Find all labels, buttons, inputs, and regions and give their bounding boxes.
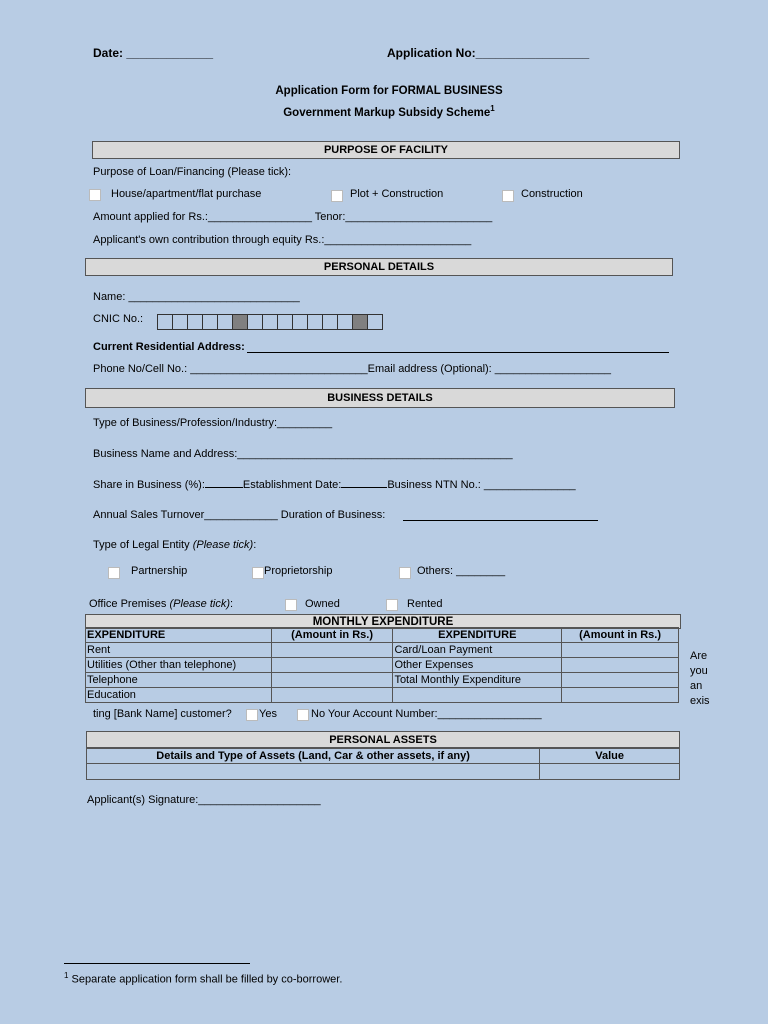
table-cell: Utilities (Other than telephone) <box>86 658 272 673</box>
table-cell: Education <box>86 688 272 703</box>
table-row <box>86 658 679 673</box>
equity-line: Applicant's own contribution through equity Rs.:________________________ <box>93 234 472 246</box>
business-type-line: Type of Business/Profession/Industry:_________ <box>93 417 333 429</box>
purpose-heading: PURPOSE OF FACILITY <box>92 141 680 159</box>
personal-heading: PERSONAL DETAILS <box>85 258 673 276</box>
house-purchase-checkbox[interactable] <box>89 189 101 201</box>
date-label: Date: _____________ <box>93 46 214 60</box>
account-number-line: No Your Account Number:_________________ <box>311 708 542 720</box>
cnic-label: CNIC No.: <box>93 313 144 325</box>
partnership-label: Partnership <box>131 565 188 577</box>
table-row <box>86 643 679 658</box>
legal-entity-prompt: Type of Legal Entity (Please tick): <box>93 539 257 551</box>
customer-prefix: ting [Bank Name] customer? <box>93 708 232 720</box>
cnic-cell[interactable] <box>292 314 308 330</box>
cnic-cell[interactable] <box>202 314 218 330</box>
side-text: Are you an exis <box>690 650 710 707</box>
cnic-cell[interactable] <box>157 314 173 330</box>
plot-construction-label: Plot + Construction <box>350 188 444 200</box>
expenditure-table <box>85 627 679 703</box>
owned-checkbox[interactable] <box>285 599 297 611</box>
cnic-cell[interactable] <box>277 314 293 330</box>
owned-label: Owned <box>305 598 340 610</box>
amount-tenor-line: Amount applied for Rs.:_________________ Tenor:________________________ <box>93 211 493 223</box>
cnic-cell[interactable] <box>262 314 278 330</box>
others-label: Others: ________ <box>417 565 506 577</box>
amount-cell[interactable] <box>562 688 679 703</box>
table-header-cell: Details and Type of Assets (Land, Car & other assets, if any) <box>87 748 540 764</box>
footnote-divider <box>64 963 250 964</box>
ntn-line: Business NTN No.: _______________ <box>387 479 576 491</box>
cnic-boxes[interactable] <box>158 314 383 330</box>
table-cell: Rent <box>86 643 272 658</box>
footnote-marker: 1 <box>490 104 495 113</box>
asset-value-cell[interactable] <box>540 764 680 780</box>
form-title-line2: Government Markup Subsidy Scheme$^1$ <box>283 104 495 119</box>
table-row <box>86 673 679 688</box>
establishment-label: Establishment Date: <box>242 479 342 491</box>
name-line: Name: ____________________________ <box>93 291 300 303</box>
customer-yes-checkbox[interactable] <box>246 709 258 721</box>
premises-prompt: Office Premises (Please tick): <box>89 598 234 610</box>
amount-cell[interactable] <box>271 658 393 673</box>
table-cell: Card/Loan Payment <box>393 643 562 658</box>
table-cell: Total Monthly Expenditure <box>393 673 562 688</box>
expenditure-heading: MONTHLY EXPENDITURE <box>85 614 681 629</box>
table-cell: Telephone <box>86 673 272 688</box>
address-label: Current Residential Address: <box>93 341 245 353</box>
table-header-cell: EXPENDITURE <box>86 628 272 643</box>
construction-label: Construction <box>521 188 583 200</box>
cnic-cell[interactable] <box>322 314 338 330</box>
cnic-separator-cell <box>352 314 368 330</box>
construction-checkbox[interactable] <box>502 190 514 202</box>
business-name-line: Business Name and Address:_____________________________________________ <box>93 448 513 460</box>
cnic-cell[interactable] <box>172 314 188 330</box>
share-label: Share in Business (%): <box>93 479 205 491</box>
cnic-cell[interactable] <box>307 314 323 330</box>
table-header-cell: (Amount in Rs.) <box>271 628 393 643</box>
table-cell: Other Expenses <box>393 658 562 673</box>
share-line <box>93 479 576 491</box>
turnover-line: Annual Sales Turnover____________ Duration of Business: <box>93 509 386 521</box>
amount-cell[interactable] <box>562 658 679 673</box>
table-header-cell: Value <box>540 748 680 764</box>
cnic-cell[interactable] <box>187 314 203 330</box>
customer-no-checkbox[interactable] <box>297 709 309 721</box>
footnote-text: $^1$ Separate application form shall be filled by co-borrower. <box>64 971 343 986</box>
amount-cell[interactable] <box>562 673 679 688</box>
table-header-row <box>86 628 679 643</box>
cnic-separator-cell <box>232 314 248 330</box>
rented-checkbox[interactable] <box>386 599 398 611</box>
table-row <box>86 688 679 703</box>
purpose-prompt: Purpose of Loan/Financing (Please tick): <box>93 166 292 178</box>
address-underline[interactable] <box>247 352 669 353</box>
cnic-cell[interactable] <box>217 314 233 330</box>
cnic-cell[interactable] <box>367 314 383 330</box>
table-header-cell: (Amount in Rs.) <box>562 628 679 643</box>
house-purchase-label: House/apartment/flat purchase <box>111 188 262 200</box>
table-row <box>87 764 680 780</box>
assets-table <box>86 747 680 780</box>
proprietorship-checkbox[interactable] <box>252 567 264 579</box>
amount-cell[interactable] <box>271 673 393 688</box>
amount-cell[interactable] <box>271 688 393 703</box>
assets-heading: PERSONAL ASSETS <box>86 731 680 749</box>
partnership-checkbox[interactable] <box>108 567 120 579</box>
form-title-line1: Application Form for FORMAL BUSINESS <box>275 85 503 97</box>
customer-yes-label: Yes <box>259 708 277 720</box>
amount-cell[interactable] <box>562 643 679 658</box>
asset-details-cell[interactable] <box>87 764 540 780</box>
cnic-cell[interactable] <box>337 314 353 330</box>
rented-label: Rented <box>407 598 443 610</box>
duration-underline[interactable] <box>403 520 598 521</box>
business-heading: BUSINESS DETAILS <box>85 388 675 408</box>
table-cell <box>393 688 562 703</box>
signature-line: Applicant(s) Signature:____________________ <box>87 794 321 806</box>
cnic-cell[interactable] <box>247 314 263 330</box>
application-no-label: Application No:_________________ <box>387 46 590 60</box>
table-header-row <box>87 748 680 764</box>
others-checkbox[interactable] <box>399 567 411 579</box>
phone-email-line: Phone No/Cell No.: _____________________________Email address (Optional): ___________________ <box>93 363 612 375</box>
table-header-cell: EXPENDITURE <box>393 628 562 643</box>
plot-construction-checkbox[interactable] <box>331 190 343 202</box>
proprietorship-label: Proprietorship <box>264 565 333 577</box>
amount-cell[interactable] <box>271 643 393 658</box>
